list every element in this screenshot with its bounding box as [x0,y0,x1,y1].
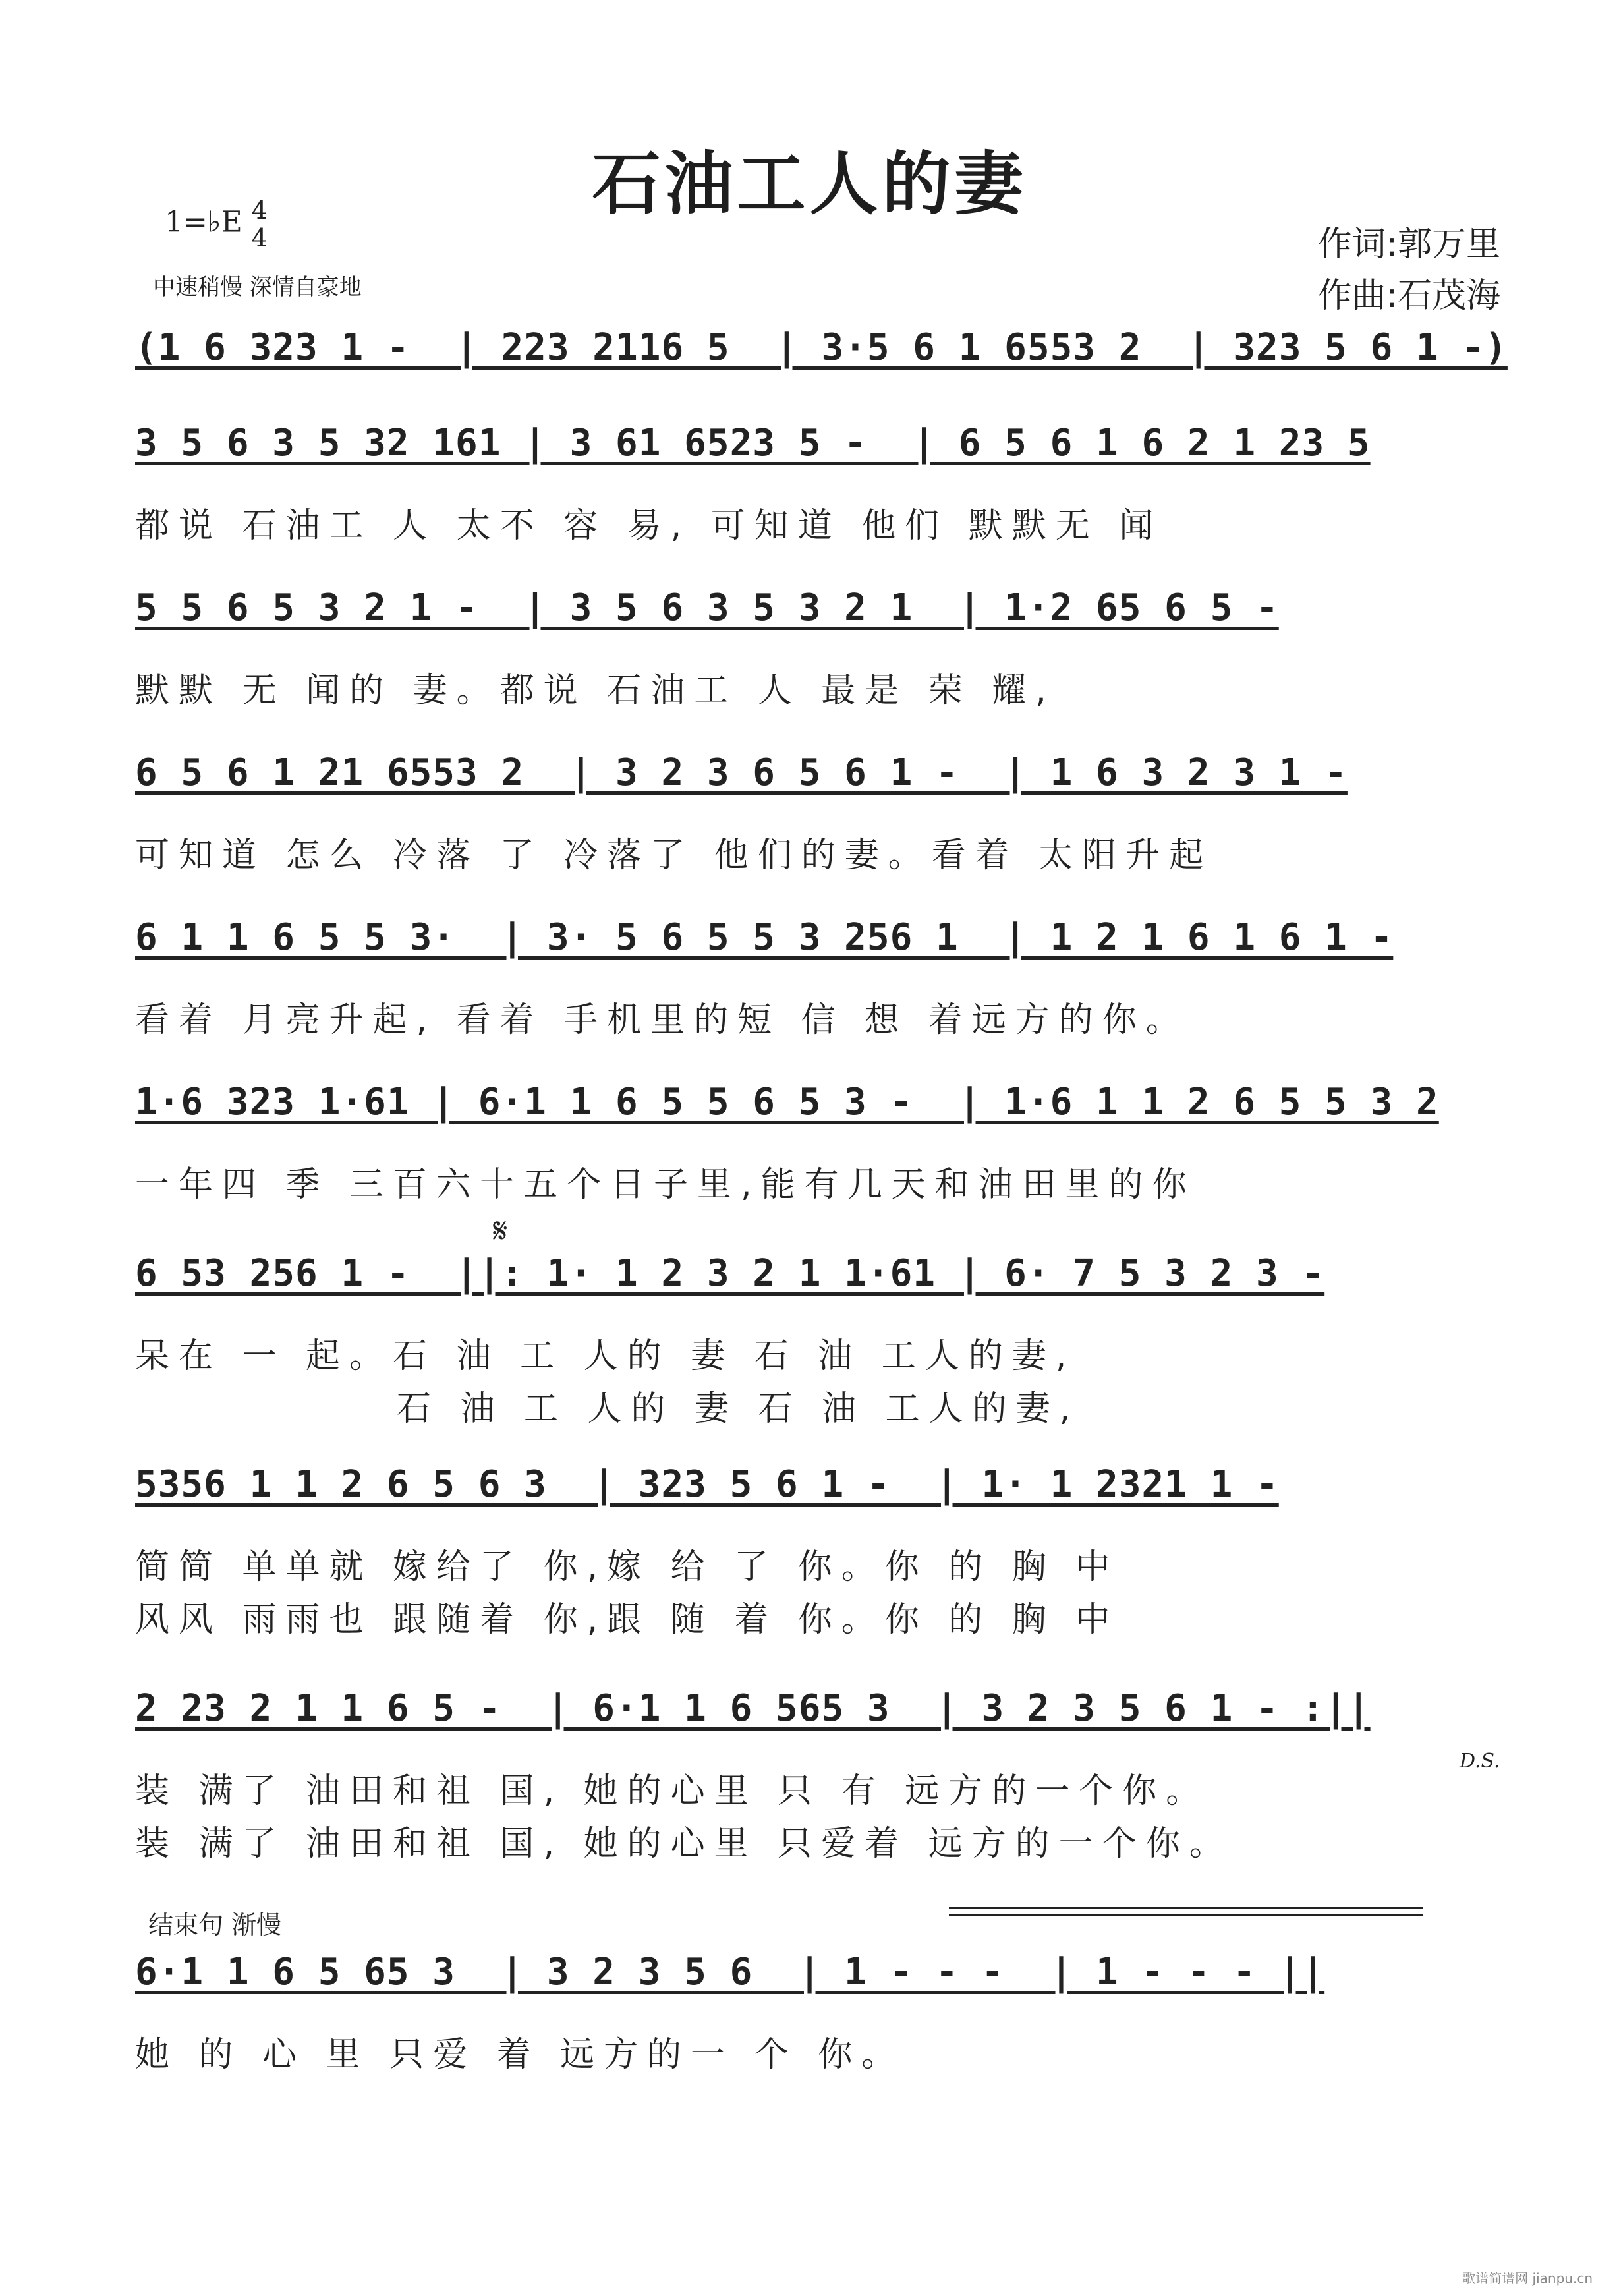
time-numerator: 4 [251,196,268,225]
lyric-line: 装 满了 油田和祖 国, 她的心里 只爱着 远方的一个你。 [135,1824,1233,1864]
lyric-line: 风风 雨雨也 跟随着 你,跟 随 着 你。你 的 胸 中 [135,1600,1120,1640]
music-row-7 [135,1463,1492,1640]
time-signature [252,196,268,252]
credits [1317,219,1500,322]
lyric-line: 一年四 季 三百六十五个日子里,能有几天和油田里的你 [135,1165,1196,1205]
music-row-0 [135,326,1508,432]
music-row-6 [135,1252,1492,1429]
lyric-line: 看着 月亮升起, 看着 手机里的短 信 想 着远方的你。 [135,1000,1189,1040]
notation-line: 5356 1 1 2 6 5 6 3 | 323 5 6 1 - | 1· 1 2321 1 - [135,1463,1279,1506]
music-row-9 [135,1951,1492,2075]
lyric-line: 她 的 心 里 只爱 着 远方的一 个 你。 [135,2035,905,2075]
music-row-2 [135,587,1492,710]
notation-line: 6·1 1 6 5 65 3 | 3 2 3 5 6 | 1 - - - | 1 - - - || [135,1951,1325,1994]
watermark: 歌谱简谱网 jianpu.cn [1462,2270,1593,2286]
notation-line: 6 5 6 1 21 6553 2 | 3 2 3 6 5 6 1 - | 1 6 3 2 3 1 - [135,751,1348,794]
lyricist: 作词:郭万里 [1317,225,1500,264]
notation-line: 1·6 323 1·61 | 6·1 1 6 5 5 6 5 3 - | 1·6 1 1 2 6 5 5 3 2 [135,1081,1439,1124]
notation-line: 6 53 256 1 - ||: 1· 1 2 3 2 1 1·61 | 6· 7 5 3 2 3 - [135,1252,1325,1295]
time-denominator: 4 [251,223,268,252]
lyric-line: 都说 石油工 人 太不 容 易, 可知道 他们 默默无 闻 [135,506,1163,546]
music-row-1 [135,422,1492,546]
notation-line: 2 23 2 1 1 6 5 - | 6·1 1 6 565 3 | 3 2 3 5 6 1 - :|| [135,1687,1371,1730]
ending-label: 结束句 渐慢 [148,1910,282,1939]
lyric-line: 可知道 怎么 冷落 了 冷落了 他们的妻。看着 太阳升起 [135,836,1213,875]
lyric-line: 呆在 一 起。石 油 工 人的 妻 石 油 工人的妻, [135,1336,1076,1376]
notation-line: 3 5 6 3 5 32 161 | 3 61 6523 5 - | 6 5 6 1 6 2 1 23 5 [135,422,1371,465]
ending-bracket [949,1907,1423,1916]
notation-line: (1 6 323 1 - | 223 2116 5 | 3·5 6 1 6553 2 | 323 5 6 1 -) [135,326,1508,369]
lyric-line: 装 满了 油田和祖 国, 她的心里 只 有 远方的一个你。 [135,1771,1210,1811]
key-text: 1=♭E [165,205,242,239]
key-signature [165,196,268,252]
song-title: 石油工人的妻 [592,143,1027,224]
lyric-line: 简简 单单就 嫁给了 你,嫁 给 了 你。你 的 胸 中 [135,1547,1120,1587]
music-row-3 [135,751,1492,875]
lyric-line: 默默 无 闻的 妻。都说 石油工 人 最是 荣 耀, [135,671,1056,710]
music-row-4 [135,916,1492,1040]
music-row-8 [135,1687,1492,1864]
notation-line: 6 1 1 6 5 5 3· | 3· 5 6 5 5 3 256 1 | 1 2 1 6 1 6 1 - [135,916,1394,959]
tempo-marking: 中速稍慢 深情自豪地 [153,274,362,301]
dal-segno-mark: D.S. [1460,1750,1500,1773]
notation-line: 5 5 6 5 3 2 1 - | 3 5 6 3 5 3 2 1 | 1·2 65 6 5 - [135,587,1279,629]
lyric-line: 石 油 工 人的 妻 石 油 工人的妻, [135,1389,1080,1429]
composer: 作曲:石茂海 [1317,276,1500,316]
segno-sign: 𝄋 [493,1211,508,1251]
music-row-5 [135,1081,1492,1205]
